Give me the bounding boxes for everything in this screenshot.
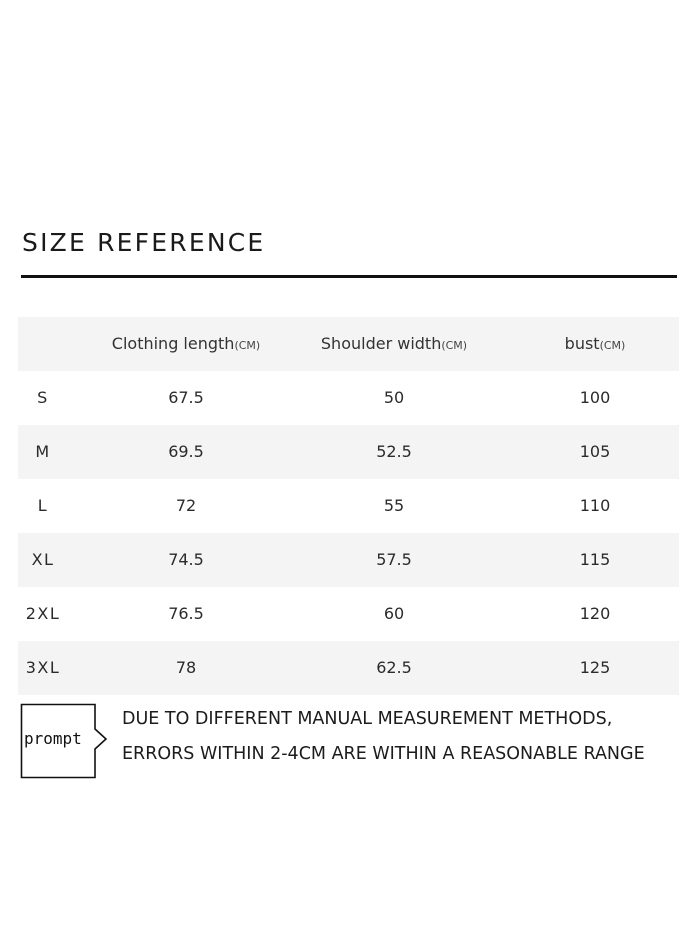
- bust-cell: 100: [579, 388, 611, 407]
- size-cell: 2XL: [25, 604, 61, 623]
- table-row: [18, 425, 679, 479]
- size-cell: XL: [31, 550, 55, 569]
- prompt-callout: [20, 703, 110, 779]
- header-shoulder-width: [304, 317, 484, 371]
- title-divider: [21, 275, 677, 278]
- measurement-notice-line-2: ERRORS WITHIN 2-4CM ARE WITHIN A REASONABLE RANGE: [122, 744, 645, 764]
- size-cell: S: [37, 388, 49, 407]
- header-shoulder-width-label: Shoulder width: [320, 334, 442, 353]
- bust-cell: 115: [579, 550, 611, 569]
- bust-cell: 110: [579, 496, 611, 515]
- table-row: [18, 641, 679, 695]
- table-header-row: [18, 317, 679, 371]
- clothing-length-cell: 78: [175, 658, 197, 677]
- size-cell: M: [35, 442, 51, 461]
- page-title: SIZE REFERENCE: [22, 228, 266, 257]
- shoulder-width-cell: 50: [383, 388, 405, 407]
- shoulder-width-cell: 62.5: [376, 658, 412, 677]
- clothing-length-cell: 67.5: [168, 388, 204, 407]
- measurement-notice-line-1: DUE TO DIFFERENT MANUAL MEASUREMENT METHODS,: [122, 709, 613, 729]
- table-row: [18, 587, 679, 641]
- shoulder-width-cell: 55: [383, 496, 405, 515]
- header-shoulder-width-unit: (CM): [441, 339, 468, 352]
- header-clothing-length: [96, 317, 276, 371]
- bust-cell: 120: [579, 604, 611, 623]
- table-row: [18, 479, 679, 533]
- bust-cell: 105: [579, 442, 611, 461]
- clothing-length-cell: 76.5: [168, 604, 204, 623]
- clothing-length-cell: 74.5: [168, 550, 204, 569]
- shoulder-width-cell: 60: [383, 604, 405, 623]
- shoulder-width-cell: 57.5: [376, 550, 412, 569]
- header-clothing-length-unit: (CM): [234, 339, 261, 352]
- size-table: [18, 317, 679, 695]
- clothing-length-cell: 72: [175, 496, 197, 515]
- size-cell: L: [37, 496, 49, 515]
- clothing-length-cell: 69.5: [168, 442, 204, 461]
- header-size: [18, 317, 68, 371]
- header-clothing-length-label: Clothing length: [111, 334, 235, 353]
- bust-cell: 125: [579, 658, 611, 677]
- table-row: [18, 533, 679, 587]
- size-cell: 3XL: [25, 658, 61, 677]
- shoulder-width-cell: 52.5: [376, 442, 412, 461]
- header-bust: [535, 317, 655, 371]
- table-row: [18, 371, 679, 425]
- header-bust-label: bust: [564, 334, 600, 353]
- prompt-label: prompt: [24, 729, 82, 748]
- header-bust-unit: (CM): [599, 339, 626, 352]
